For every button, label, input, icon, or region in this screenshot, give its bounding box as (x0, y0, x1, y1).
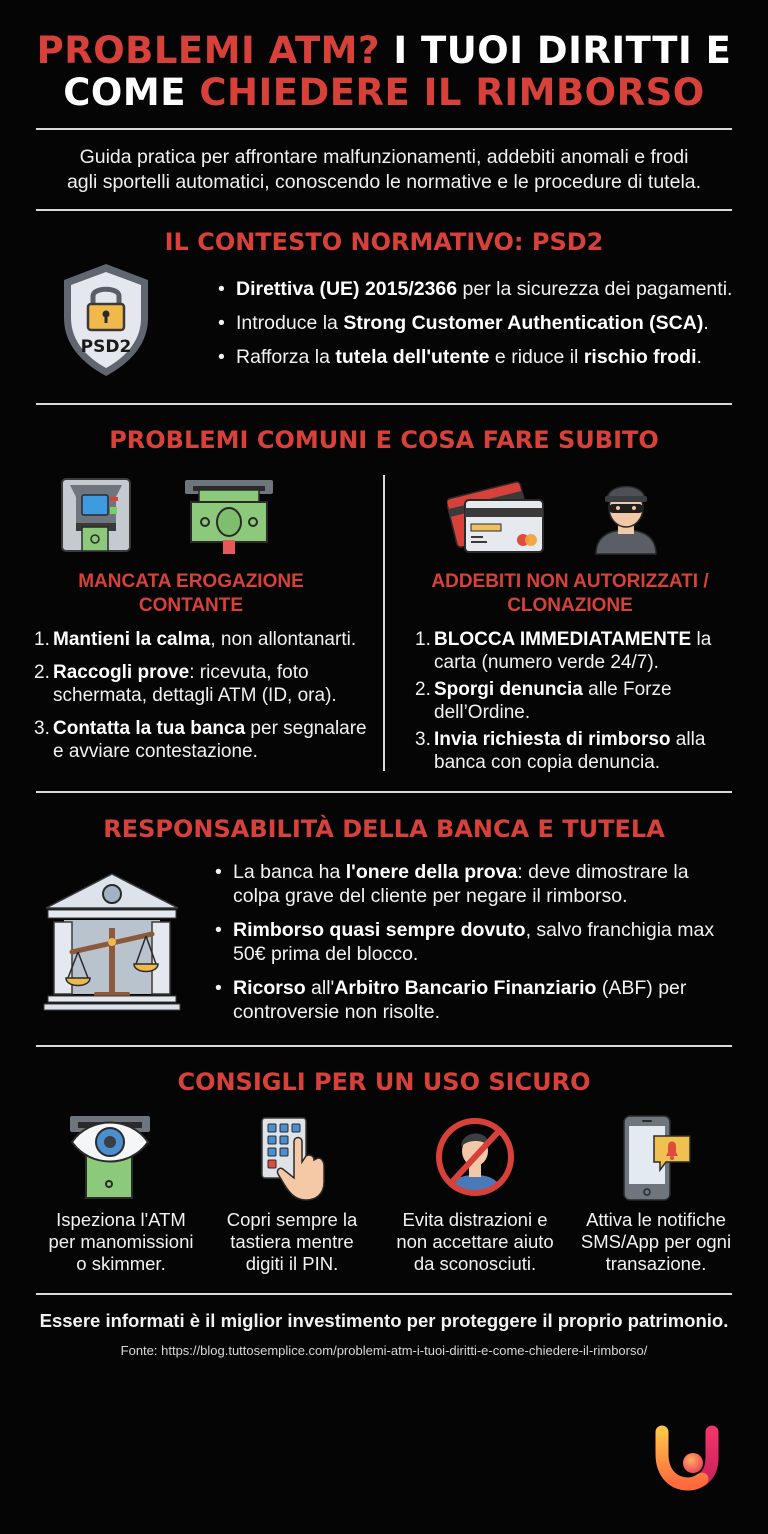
atm-eye-icon (68, 1114, 152, 1200)
section-title-tips: CONSIGLI PER UN USO SICURO (177, 1068, 591, 1096)
divider (36, 128, 732, 130)
main-title (0, 28, 768, 74)
cash-step: 3. Contatta la tua banca per segnalare e avviare contestazione. (34, 718, 367, 762)
divider (36, 403, 732, 405)
title-white-part-1: I TUOI DIRITTI E (393, 29, 732, 72)
responsibility-bullet: • Rimborso quasi sempre dovuto, salvo franchigia max 50€ prima del blocco. (215, 918, 735, 966)
main-title-line-2 (0, 70, 768, 116)
problem-title-cash: MANCATA EROGAZIONE CONTANTE (78, 571, 304, 616)
subtitle-line-2: agli sportelli automatici, conoscendo le normative e le procedure di tutela. (66, 171, 702, 193)
responsibility-bullet: • La banca ha l'onere della prova: deve dimostrare la colpa grave del cliente per negare il rimborso. (215, 860, 735, 908)
footer-tagline: Essere informati è il miglior investimento per proteggere il proprio patrimonio. (39, 1310, 729, 1331)
credit-cards-icon (447, 476, 545, 556)
title-white-part-2: COME (63, 71, 186, 114)
cash-step: 2. Raccogli prove: ricevuta, foto schermata, dettagli ATM (ID, ora). (34, 662, 337, 706)
keypad-hand-icon (258, 1114, 330, 1202)
tip-activate-notifications: Attiva le notifiche SMS/App per ogni transazione. (580, 1209, 732, 1274)
subtitle-line-1: Guida pratica per affrontare malfunzionamenti, addebiti anomali e frodi (79, 146, 689, 168)
svg-text:PSD2: PSD2 (80, 337, 132, 357)
cash-dispense-icon (183, 478, 275, 558)
shield-lock-icon (56, 260, 156, 380)
section-title-problems: PROBLEMI COMUNI E COSA FARE SUBITO (109, 426, 659, 454)
cash-steps-list (34, 628, 379, 773)
bank-scales-icon (42, 872, 182, 1012)
phone-notification-icon (620, 1114, 692, 1202)
responsibility-bullet: • Ricorso all'Arbitro Bancario Finanziario (ABF) per controversie non risolte. (215, 976, 735, 1024)
thief-icon (590, 476, 662, 556)
problem-title-fraud: ADDEBITI NON AUTORIZZATI / CLONAZIONE (431, 571, 709, 616)
divider (36, 1045, 732, 1047)
tip-inspect-atm: Ispeziona l'ATM per manomissioni o skimmer. (48, 1209, 194, 1274)
divider (36, 791, 732, 793)
title-red-part-2: CHIEDERE IL RIMBORSO (199, 71, 705, 114)
no-stranger-icon (433, 1115, 517, 1199)
psd2-bullet: • Rafforza la tutela dell'utente e riduce il rischio frodi. (218, 345, 738, 369)
source-link[interactable]: Fonte: https://blog.tuttosemplice.com/problemi-atm-i-tuoi-diritti-e-come-chiedere-il-rimborso/ (120, 1343, 648, 1358)
tuttosemplice-logo-icon (654, 1424, 724, 1492)
atm-icon (60, 477, 132, 553)
cash-step: 1. Mantieni la calma, non allontanarti. (34, 629, 357, 650)
psd2-bullet: • Introduce la Strong Customer Authentication (SCA). (218, 311, 738, 335)
title-red-part-1: PROBLEMI ATM? (36, 29, 380, 72)
fraud-step: 3. Invia richiesta di rimborso alla banca con copia denuncia. (415, 729, 706, 773)
fraud-step: 1. BLOCCA IMMEDIATAMENTE la carta (numero verde 24/7). (415, 629, 712, 673)
section-title-psd2: IL CONTESTO NORMATIVO: PSD2 (164, 228, 604, 256)
tip-cover-keypad: Copri sempre la tastiera mentre digiti il PIN. (226, 1209, 358, 1274)
fraud-step: 2. Sporgi denuncia alle Forze dell’Ordine. (415, 679, 672, 723)
fraud-steps-list (415, 628, 745, 784)
divider (36, 209, 732, 211)
responsibility-bullet-list (215, 860, 735, 1024)
divider (36, 1293, 732, 1295)
psd2-bullet: • Direttiva (UE) 2015/2366 per la sicurezza dei pagamenti. (218, 277, 738, 301)
tip-avoid-distractions: Evita distrazioni e non accettare aiuto da sconosciuti. (396, 1209, 554, 1274)
column-divider (383, 475, 385, 771)
section-title-responsibility: RESPONSABILITÀ DELLA BANCA E TUTELA (103, 815, 665, 843)
psd2-bullet-list (218, 277, 738, 369)
